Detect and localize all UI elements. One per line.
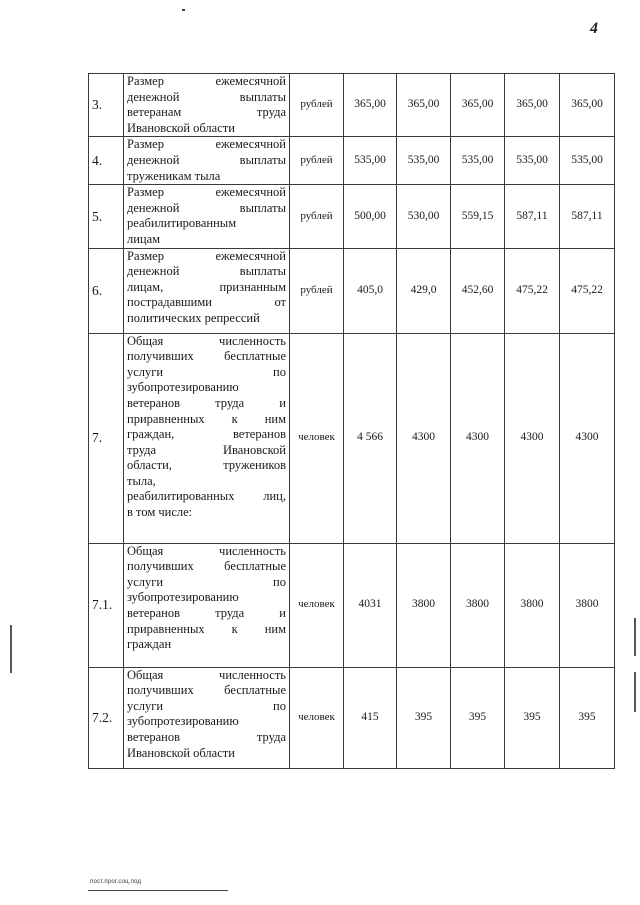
table-row <box>89 248 615 333</box>
value-cell: 365,00 <box>560 74 615 137</box>
unit-cell: рублей <box>290 185 344 248</box>
value-cell: 395 <box>451 667 505 768</box>
description-line: Ивановской области <box>127 745 235 760</box>
value-cell: 4300 <box>505 333 560 543</box>
description-line: зубопротезированию <box>127 380 239 395</box>
description-line: граждан, ветеранов <box>127 427 286 442</box>
description-line: лицам, признанным <box>127 279 286 294</box>
value-cell: 587,11 <box>560 185 615 248</box>
description-line: ветеранов труда и <box>127 395 286 410</box>
description-line: зубопротезированию <box>127 590 239 605</box>
description-line: тыла, <box>127 473 156 488</box>
value-cell: 3800 <box>505 543 560 667</box>
description-line: граждан <box>127 637 172 652</box>
value-cell: 530,00 <box>397 185 451 248</box>
description-line: труда Ивановской <box>127 442 286 457</box>
value-cell: 395 <box>397 667 451 768</box>
description-line: услуги по <box>127 574 286 589</box>
table-row <box>89 333 615 543</box>
description-line: денежной выплаты <box>127 89 286 104</box>
value-cell: 475,22 <box>560 248 615 333</box>
table-row <box>89 74 615 137</box>
description-line: приравненных к ним <box>127 411 286 426</box>
value-cell: 535,00 <box>451 137 505 185</box>
value-cell: 365,00 <box>505 74 560 137</box>
description-line: получивших бесплатные <box>127 683 286 698</box>
description-line: ветеранов труда и <box>127 605 286 620</box>
description-line: получивших бесплатные <box>127 559 286 574</box>
row-description <box>124 248 290 333</box>
value-cell: 415 <box>344 667 397 768</box>
table-row <box>89 543 615 667</box>
description-line: пострадавшими от <box>127 295 286 310</box>
footer-rule <box>88 890 228 891</box>
unit-cell: рублей <box>290 248 344 333</box>
row-description <box>124 333 290 543</box>
value-cell: 4300 <box>451 333 505 543</box>
value-cell: 535,00 <box>397 137 451 185</box>
description-line: услуги по <box>127 698 286 713</box>
value-cell: 395 <box>505 667 560 768</box>
description-line: Размер ежемесячной <box>127 74 286 88</box>
unit-cell: человек <box>290 543 344 667</box>
unit-cell: рублей <box>290 74 344 137</box>
row-number: 4. <box>89 137 124 185</box>
description-line: денежной выплаты <box>127 200 286 215</box>
value-cell: 365,00 <box>451 74 505 137</box>
value-cell: 395 <box>560 667 615 768</box>
row-number: 5. <box>89 185 124 248</box>
value-cell: 452,60 <box>451 248 505 333</box>
description-line: денежной выплаты <box>127 152 286 167</box>
table-row <box>89 185 615 248</box>
description-line: реабилитированных лиц, <box>127 489 286 504</box>
row-number: 7.1. <box>89 543 124 667</box>
value-cell: 4031 <box>344 543 397 667</box>
description-line: Размер ежемесячной <box>127 137 286 152</box>
description-line: области, тружеников <box>127 458 286 473</box>
row-number: 7.2. <box>89 667 124 768</box>
row-description <box>124 667 290 768</box>
description-line: Общая численность <box>127 667 286 682</box>
table-row <box>89 667 615 768</box>
value-cell: 4 566 <box>344 333 397 543</box>
scan-speck <box>182 9 185 11</box>
indicators-table <box>88 73 615 769</box>
table-row <box>89 137 615 185</box>
description-line: Размер ежемесячной <box>127 248 286 263</box>
description-line: лицам <box>127 231 161 246</box>
value-cell: 429,0 <box>397 248 451 333</box>
row-description <box>124 185 290 248</box>
description-line: реабилитированным <box>127 216 237 231</box>
description-line: Размер ежемесячной <box>127 185 286 200</box>
unit-cell: рублей <box>290 137 344 185</box>
page-number: 4 <box>590 20 598 37</box>
value-cell: 365,00 <box>397 74 451 137</box>
row-number: 6. <box>89 248 124 333</box>
row-number: 7. <box>89 333 124 543</box>
description-line: услуги по <box>127 364 286 379</box>
scan-edge-mark-right <box>634 618 636 656</box>
value-cell: 535,00 <box>505 137 560 185</box>
value-cell: 559,15 <box>451 185 505 248</box>
description-line: денежной выплаты <box>127 264 286 279</box>
value-cell: 500,00 <box>344 185 397 248</box>
value-cell: 475,22 <box>505 248 560 333</box>
row-number: 3. <box>89 74 124 137</box>
value-cell: 3800 <box>397 543 451 667</box>
row-description <box>124 74 290 137</box>
footer-file-label: пост.прог.соц.под <box>90 879 142 885</box>
description-line: зубопротезированию <box>127 714 239 729</box>
description-line: ветеранов труда <box>127 729 286 744</box>
value-cell: 405,0 <box>344 248 397 333</box>
description-line: приравненных к ним <box>127 621 286 636</box>
row-description <box>124 137 290 185</box>
description-line: Общая численность <box>127 543 286 558</box>
value-cell: 4300 <box>560 333 615 543</box>
value-cell: 535,00 <box>344 137 397 185</box>
value-cell: 535,00 <box>560 137 615 185</box>
scan-edge-mark-left <box>10 625 12 673</box>
value-cell: 587,11 <box>505 185 560 248</box>
value-cell: 365,00 <box>344 74 397 137</box>
table-body <box>89 74 615 769</box>
scan-edge-mark-right-lower <box>634 672 636 712</box>
description-line: в том числе: <box>127 505 193 520</box>
row-description <box>124 543 290 667</box>
value-cell: 3800 <box>560 543 615 667</box>
description-line: политических репрессий <box>127 310 260 325</box>
description-line: Общая численность <box>127 333 286 348</box>
value-cell: 3800 <box>451 543 505 667</box>
description-line: получивших бесплатные <box>127 349 286 364</box>
description-line: труженикам тыла <box>127 168 221 183</box>
unit-cell: человек <box>290 333 344 543</box>
description-line: Ивановской области <box>127 120 235 135</box>
indicators-table-wrapper <box>88 73 615 769</box>
unit-cell: человек <box>290 667 344 768</box>
value-cell: 4300 <box>397 333 451 543</box>
description-line: ветеранам труда <box>127 105 286 120</box>
